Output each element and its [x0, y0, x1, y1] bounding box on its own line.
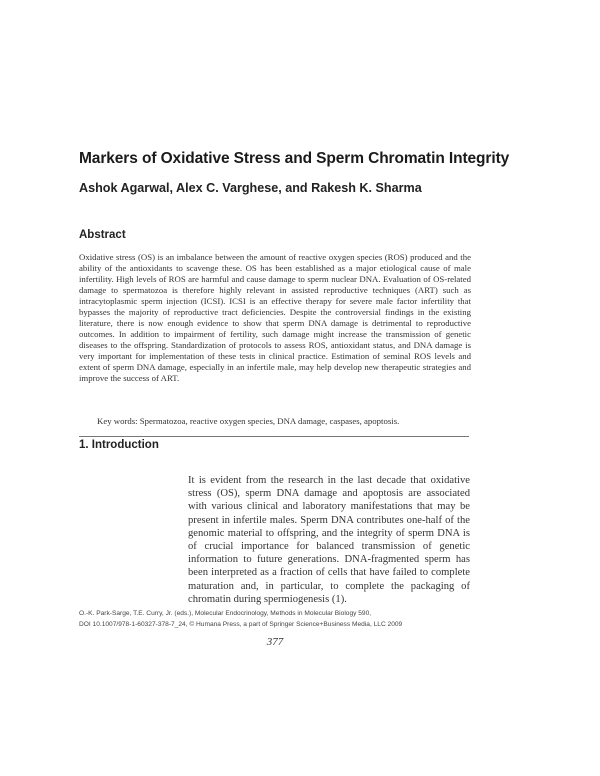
keywords-text: Spermatozoa, reactive oxygen species, DNA damage, caspases, apoptosis.: [139, 416, 400, 426]
section-divider: [79, 436, 469, 437]
citation-footer: [79, 609, 519, 630]
paper-title: Markers of Oxidative Stress and Sperm Chromatin Integrity: [79, 150, 510, 167]
abstract-heading: Abstract: [79, 229, 126, 241]
introduction-heading: 1. Introduction: [79, 439, 159, 451]
keywords-label: Key words:: [97, 416, 138, 426]
keywords-line: [97, 416, 477, 427]
introduction-paragraph: It is evident from the research in the last decade that oxidative stress (OS), sperm DNA damage and apoptosis are associated with various clinical and laboratory manifestations that may be present in infertile males. Sperm DNA contributes one-half of the genomic material to offspring, and the integrity of sperm DNA is of crucial importance for balanced transmission of genetic information to future generations. DNA-fragmented sperm has been interpreted as a fraction of cells that have failed to complete maturation and, in particular, to complete the packaging of chromatin during spermiogenesis (1).: [188, 475, 470, 605]
page-number: 377: [266, 636, 284, 648]
introduction-text: [188, 474, 470, 606]
abstract-text: [79, 252, 471, 384]
citation-line-1: O.-K. Park-Sarge, T.E. Curry, Jr. (eds.), Molecular Endocrinology, Methods in Molecular Biology 590,: [79, 610, 372, 617]
author-list: Ashok Agarwal, Alex C. Varghese, and Rakesh K. Sharma: [79, 181, 422, 195]
citation-line-2: DOI 10.1007/978-1-60327-378-7_24, © Humana Press, a part of Springer Science+Business Media, LLC 2009: [79, 620, 403, 628]
abstract-paragraph: Oxidative stress (OS) is an imbalance between the amount of reactive oxygen species (ROS) produced and the ability of the antioxidants to scavenge these. OS has been established as a major etiological cause of male infertility. High levels of ROS are harmful and cause damage to sperm nuclear DNA. Evaluation of OS-related damage to spermatozoa is therefore highly relevant in assisted reproductive techniques (ART) such as intracytoplasmic sperm injection (ICSI). ICSI is an effective therapy for severe male factor infertility that bypasses the majority of reproductive tract deficiencies. Despite the controversial findings in the existing literature, there is now enough evidence to show that sperm DNA damage is detrimental to reproductive outcomes. In addition to impairment of fertility, such damage might increase the transmission of genetic diseases to the offspring. Standardization of protocols to assess ROS, antioxidant status, and DNA damage is very important for implementation of these tests in clinical practice. Estimation of seminal ROS levels and extent of sperm DNA damage, especially in an infertile male, may help develop new therapeutic strategies and improve the success of ART.: [79, 252, 471, 383]
